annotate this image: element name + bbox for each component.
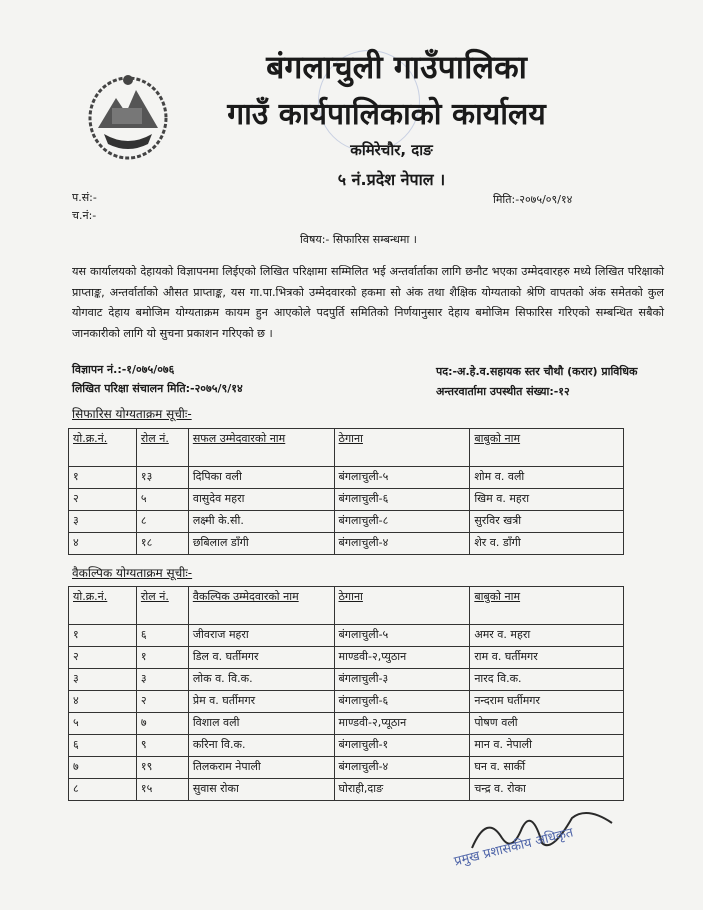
table-row bbox=[69, 647, 624, 669]
table-cell: २ bbox=[69, 647, 137, 669]
table-cell: बंगलाचुली-४ bbox=[334, 757, 470, 779]
table-cell: २ bbox=[136, 691, 188, 713]
table-cell: ७ bbox=[69, 757, 137, 779]
col-header: सफल उम्मेदवारको नाम bbox=[188, 429, 334, 467]
table-cell: लोक व. वि.क. bbox=[188, 669, 334, 691]
letter-date: मिति:-२०७५/०९/१४ bbox=[493, 193, 573, 206]
chalani-number: च.नं:- bbox=[72, 209, 97, 222]
table-cell: १९ bbox=[136, 757, 188, 779]
col-header: रोल नं. bbox=[136, 587, 188, 625]
table-cell: चन्द्र व. रोका bbox=[470, 779, 624, 801]
table-cell: वासुदेव महरा bbox=[188, 489, 334, 511]
col-header: बाबुको नाम bbox=[470, 587, 624, 625]
office-title-line2: गाउँ कार्यपालिकाको कार्यालय bbox=[227, 97, 546, 132]
notice-body: यस कार्यालयको देहायको विज्ञापनमा लिईएको लिखित परिक्षामा सम्मिलित भई अन्तर्वार्ताका लागि छनौट भएका उम्मेदवारहरु मध्ये लिखित परिक्षाको प्राप्ताङ्क, अन्तर्वार्ताको औसत प्राप्ताङ्क, यस गा.पा.भित्रको उम्मेदवारको हकमा सो अंक तथा शैक्षिक योग्यताको श्रेणि वापतको अंक समेतको कुल योगवाट देहाय बमोजिम योग्यताक्रम कायम हुन आएकोले पदपुर्ति समितिको निर्णयानुसार देहाय बमोजिम सिफारिस गरिएको सम्बन्धित सबैको जानकारीको लागि यो सुचना प्रकाशन गरिएको छ । bbox=[72, 265, 664, 340]
table-header-row bbox=[69, 587, 624, 625]
table-cell: १३ bbox=[136, 467, 188, 489]
table-cell: मान व. नेपाली bbox=[470, 735, 624, 757]
table-cell: लक्ष्मी के.सी. bbox=[188, 511, 334, 533]
table-cell: दिपिका वली bbox=[188, 467, 334, 489]
col-header: यो.क्र.नं. bbox=[69, 429, 137, 467]
table-cell: १ bbox=[69, 467, 137, 489]
table-row bbox=[69, 511, 624, 533]
col-header: ठेगाना bbox=[334, 429, 470, 467]
table-cell: बंगलाचुली-४ bbox=[334, 533, 470, 555]
table-cell: बंगलाचुली-५ bbox=[334, 467, 470, 489]
present-count: अन्तरवार्तामा उपस्थीत संख्या:-१२ bbox=[436, 385, 570, 398]
table-cell: ७ bbox=[136, 713, 188, 735]
table-cell: ६ bbox=[69, 735, 137, 757]
table-cell: छबिलाल डाँगी bbox=[188, 533, 334, 555]
table-row bbox=[69, 691, 624, 713]
table-cell: ५ bbox=[69, 713, 137, 735]
table-cell: ८ bbox=[136, 511, 188, 533]
col-header: ठेगाना bbox=[334, 587, 470, 625]
table-cell: अमर व. महरा bbox=[470, 625, 624, 647]
table-cell: बंगलाचुली-१ bbox=[334, 735, 470, 757]
table-cell: राम व. घर्तीमगर bbox=[470, 647, 624, 669]
alternative-table bbox=[68, 586, 624, 801]
table-cell: ४ bbox=[69, 533, 137, 555]
table-cell: ३ bbox=[136, 669, 188, 691]
office-title-line1: बंगलाचुली गाउँपालिका bbox=[266, 48, 527, 86]
col-header: वैकल्पिक उम्मेदवारको नाम bbox=[188, 587, 334, 625]
table-header-row bbox=[69, 429, 624, 467]
table-cell: शोम व. वली bbox=[470, 467, 624, 489]
table-cell: ३ bbox=[69, 511, 137, 533]
table-cell: बंगलाचुली-६ bbox=[334, 691, 470, 713]
table-row bbox=[69, 757, 624, 779]
signatory-title: प्रमुख प्रशासकीय अधिकृत bbox=[452, 825, 575, 870]
col-header: रोल नं. bbox=[136, 429, 188, 467]
table-cell: बंगलाचुली-५ bbox=[334, 625, 470, 647]
table-row bbox=[69, 489, 624, 511]
table-cell: घोराही,दाङ bbox=[334, 779, 470, 801]
table-cell: ६ bbox=[136, 625, 188, 647]
table2-heading: वैकल्पिक योग्यताक्रम सूचीः- bbox=[72, 566, 193, 580]
table-cell: करिना वि.क. bbox=[188, 735, 334, 757]
table-cell: माण्डवी-२,प्यूठान bbox=[334, 713, 470, 735]
table1-heading: सिफारिस योग्यताक्रम सूचीः- bbox=[72, 407, 192, 421]
table-cell: सुवास रोका bbox=[188, 779, 334, 801]
table-cell: नारद वि.क. bbox=[470, 669, 624, 691]
table-cell: ४ bbox=[69, 691, 137, 713]
table-cell: घन व. सार्की bbox=[470, 757, 624, 779]
table-cell: माण्डवी-२,प्युठान bbox=[334, 647, 470, 669]
recommended-table bbox=[68, 428, 624, 555]
table-cell: खिम व. महरा bbox=[470, 489, 624, 511]
table-cell: बंगलाचुली-८ bbox=[334, 511, 470, 533]
table-cell: १ bbox=[136, 647, 188, 669]
table-row bbox=[69, 533, 624, 555]
table-cell: २ bbox=[69, 489, 137, 511]
table-cell: डिल व. घर्तीमगर bbox=[188, 647, 334, 669]
table-row bbox=[69, 669, 624, 691]
exam-date: लिखित परिक्षा संचालन मिति:-२०७५/९/१४ bbox=[72, 382, 243, 395]
table-cell: ९ bbox=[136, 735, 188, 757]
table-cell: १५ bbox=[136, 779, 188, 801]
table-cell: जीवराज महरा bbox=[188, 625, 334, 647]
table-row bbox=[69, 779, 624, 801]
table-row bbox=[69, 735, 624, 757]
patra-sankhya: प.सं:- bbox=[72, 191, 97, 204]
table-cell: नन्दराम घर्तीमगर bbox=[470, 691, 624, 713]
table-cell: प्रेम व. घर्तीमगर bbox=[188, 691, 334, 713]
table-cell: बंगलाचुली-६ bbox=[334, 489, 470, 511]
subject-line: विषय:- सिफारिस सम्बन्धमा । bbox=[300, 233, 417, 246]
table-cell: ३ bbox=[69, 669, 137, 691]
province-line: ५ नं.प्रदेश नेपाल । bbox=[337, 170, 446, 189]
table-cell: ८ bbox=[69, 779, 137, 801]
table-cell: पोषण वली bbox=[470, 713, 624, 735]
table-cell: विशाल वली bbox=[188, 713, 334, 735]
col-header: यो.क्र.नं. bbox=[69, 587, 137, 625]
table-cell: सुरविर खत्री bbox=[470, 511, 624, 533]
table-cell: तिलकराम नेपाली bbox=[188, 757, 334, 779]
vigyapan-number: विज्ञापन नं.:-१/०७५/०७६ bbox=[72, 363, 175, 376]
table-cell: शेर व. डाँगी bbox=[470, 533, 624, 555]
table-cell: १८ bbox=[136, 533, 188, 555]
col-header: बाबुको नाम bbox=[470, 429, 624, 467]
office-address: कमिरेचौर, दाङ bbox=[350, 141, 433, 159]
post-title: पद:-अ.हे.व.सहायक स्तर चौथौ (करार) प्राविधिक bbox=[436, 365, 638, 378]
table-row bbox=[69, 467, 624, 489]
table-cell: १ bbox=[69, 625, 137, 647]
table-row bbox=[69, 625, 624, 647]
table-row bbox=[69, 713, 624, 735]
table-cell: बंगलाचुली-३ bbox=[334, 669, 470, 691]
table-cell: ५ bbox=[136, 489, 188, 511]
